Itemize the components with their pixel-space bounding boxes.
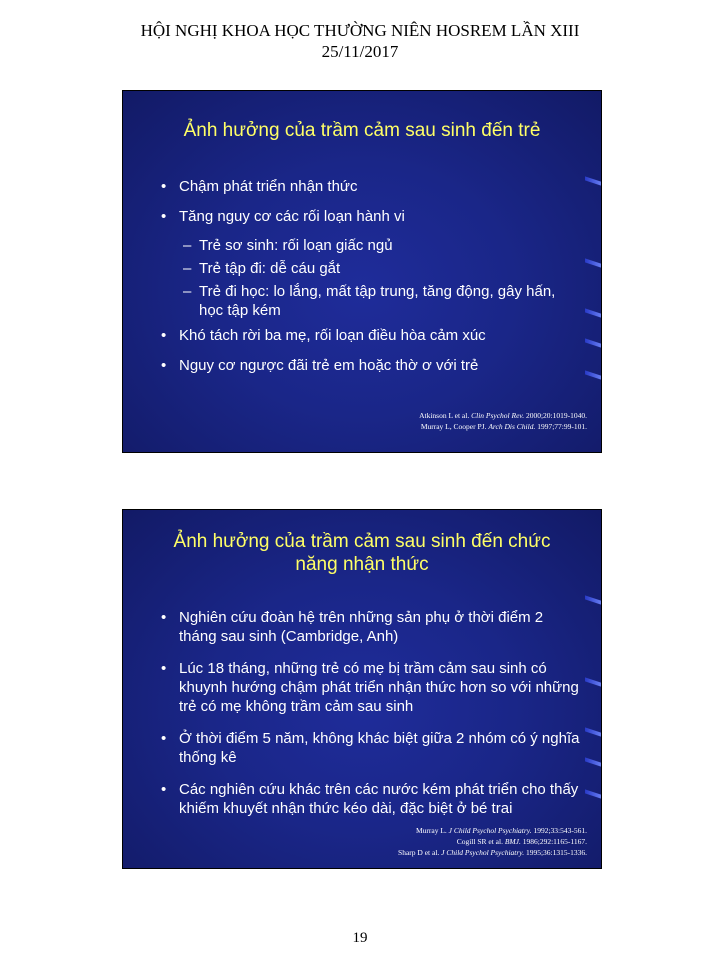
decorative-stripe <box>585 176 601 185</box>
decorative-stripe <box>585 757 601 766</box>
slide-1 <box>122 90 602 453</box>
slide-title: Ảnh hưởng của trầm cảm sau sinh đến chức năng nhận thức <box>173 531 551 575</box>
reference-line: Atkinson L et al. Clin Psychol Rev. 2000;20:1019-1040. <box>419 411 587 420</box>
bullet-item: • Nguy cơ ngược đãi trẻ em hoặc thờ ơ với trẻ <box>157 356 581 375</box>
bullet-item: • Chậm phát triển nhận thức <box>157 177 581 196</box>
bullet-item: • Khó tách rời ba mẹ, rối loạn điều hòa cảm xúc <box>157 326 581 345</box>
bullet-item: • Lúc 18 tháng, những trẻ có mẹ bị trầm cảm sau sinh có khuynh hướng chậm phát triển nhận thức hơn so với những trẻ có mẹ không trầm cảm sau sinh <box>157 659 581 716</box>
decorative-stripe <box>585 727 601 736</box>
reference-line: Cogill SR et al. BMJ. 1986;292:1165-1167. <box>456 837 587 846</box>
conference-date: 25/11/2017 <box>321 42 399 61</box>
decorative-stripe <box>585 595 601 604</box>
reference-line: Murray L, Cooper PJ. Arch Dis Child. 1997;77:99-101. <box>420 422 587 431</box>
decorative-stripe <box>585 308 601 317</box>
sub-bullet-item: – Trẻ đi học: lo lắng, mất tập trung, tăng động, gây hấn, học tập kém <box>157 282 581 320</box>
bullet-item: • Ở thời điểm 5 năm, không khác biệt giữa 2 nhóm có ý nghĩa thống kê <box>157 729 581 767</box>
references <box>419 410 587 432</box>
page-number: 19 <box>352 930 368 946</box>
decorative-stripe <box>585 677 601 686</box>
slide-title: Ảnh hưởng của trầm cảm sau sinh đến trẻ <box>183 120 541 141</box>
bullet-item: • Nghiên cứu đoàn hệ trên những sản phụ ở thời điểm 2 tháng sau sinh (Cambridge, Anh) <box>157 608 581 646</box>
decorative-stripe <box>585 258 601 267</box>
reference-line: Sharp D et al. J Child Psychol Psychiatry. 1995;36:1315-1336. <box>398 848 587 857</box>
decorative-stripe <box>585 789 601 798</box>
bullet-list <box>157 608 581 818</box>
sub-bullet-item: – Trẻ tập đi: dễ cáu gắt <box>157 259 581 278</box>
references <box>398 825 587 858</box>
bullet-item: • Các nghiên cứu khác trên các nước kém phát triển cho thấy khiếm khuyết nhận thức kéo dài, đặc biệt ở bé trai <box>157 780 581 818</box>
decorative-stripe <box>585 338 601 347</box>
decorative-stripe <box>585 370 601 379</box>
bullet-list <box>157 177 581 375</box>
reference-line: Murray L. J Child Psychol Psychiatry. 1992;33:543-561. <box>415 826 587 835</box>
conference-title: HỘI NGHỊ KHOA HỌC THƯỜNG NIÊN HOSREM LẦN XIII <box>140 21 580 40</box>
sub-bullet-item: – Trẻ sơ sinh: rối loạn giấc ngủ <box>157 236 581 255</box>
page-header <box>0 20 720 62</box>
slide-2 <box>122 509 602 869</box>
bullet-item: • Tăng nguy cơ các rối loạn hành vi <box>157 207 581 226</box>
